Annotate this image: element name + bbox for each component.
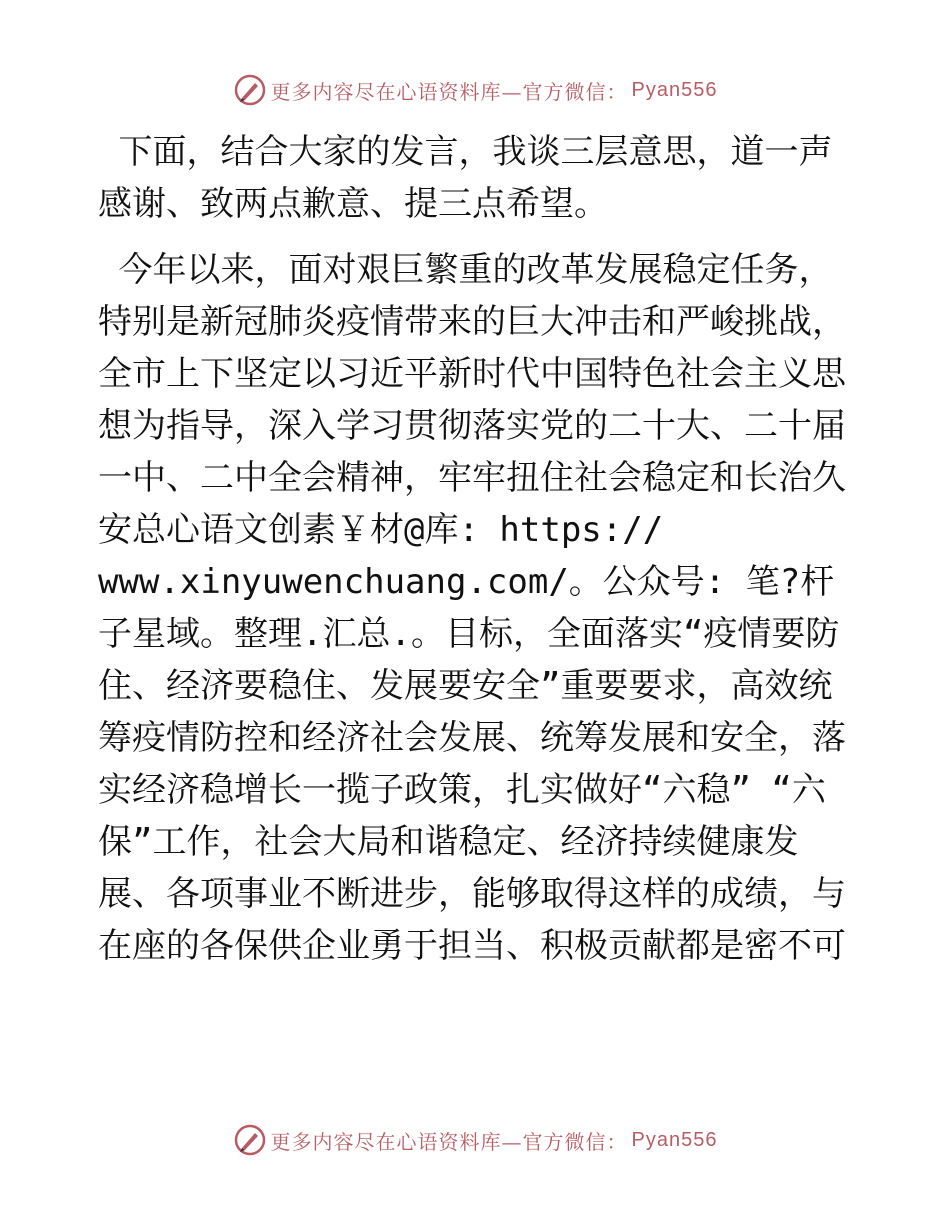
footer-banner: [0, 1120, 950, 1160]
wechat-id: Pyan556: [631, 1128, 718, 1151]
banner-text: 更多内容尽在心语资料库—官方微信：: [270, 79, 628, 104]
pen-logo-icon: [233, 1123, 267, 1157]
paragraph-1: 下面，结合大家的发言，我谈三层意思，道一声感谢、致两点歉意、提三点希望。: [98, 132, 833, 224]
header-banner: [0, 70, 950, 110]
wechat-id: Pyan556: [631, 78, 718, 101]
paragraph-2: 今年以来，面对艰巨繁重的改革发展稳定任务，特别是新冠肺炎疫情带来的巨大冲击和严峻挑战，全市上下坚定以习近平新时代中国特色社会主义思想为指导，深入学习贯彻落实党的二十大、二十届一中、二中全会精神，牢牢扭住社会稳定和长治久安总心语文创素￥材@库: https:// www.xinyuwenchuang.com/。公众号: 笔?杆子星域。整理.汇总.。目标，全面落实“疫情要防住、经济要稳住、发展要安全”重要要求，高效统筹疫情防控和经济社会发展、统筹发展和安全，落实经济稳增长一揽子政策，扎实做好“六稳” “六 保”工作，社会大局和谐稳定、经济持续健康发展、各项事业不断进步，能够取得这样的成绩，与在座的各保供企业勇于担当、积极贡献都是密不可: [98, 250, 846, 966]
pen-logo-icon: [233, 73, 267, 107]
document-body: [98, 126, 858, 986]
banner-text: 更多内容尽在心语资料库—官方微信：: [270, 1129, 628, 1154]
